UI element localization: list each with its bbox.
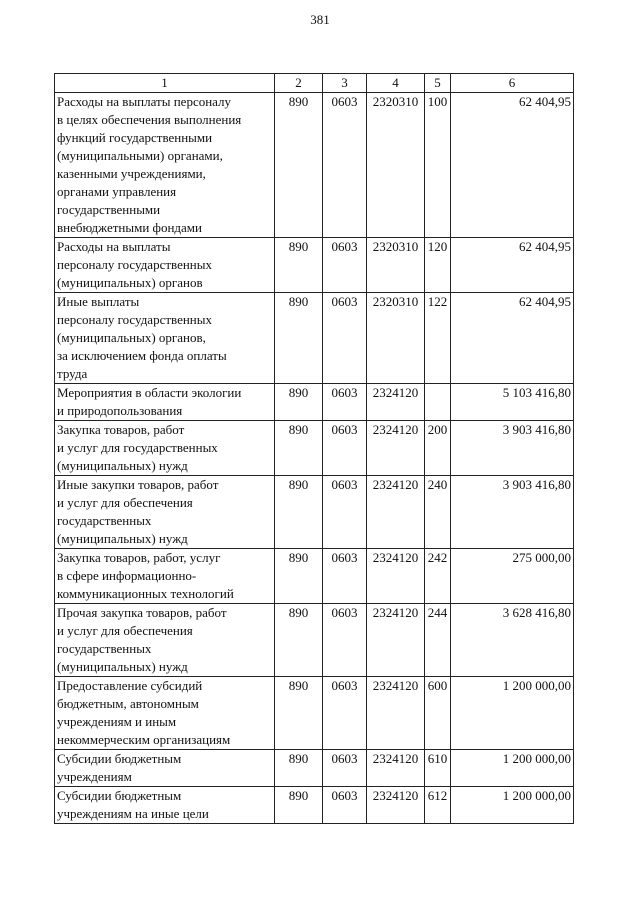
table-row: [55, 604, 574, 677]
row-column-2-cell: 890: [275, 238, 323, 293]
row-amount-cell: 3 903 416,80: [451, 421, 574, 476]
row-column-2-cell: 890: [275, 750, 323, 787]
column-header-3: 3: [323, 74, 367, 93]
row-name-cell: Мероприятия в области экологии и природопользования: [55, 384, 275, 421]
table-row: [55, 384, 574, 421]
row-column-5-cell: [425, 384, 451, 421]
table-row: [55, 93, 574, 238]
row-column-5-cell: 100: [425, 93, 451, 238]
row-column-4-cell: 2320310: [367, 93, 425, 238]
row-column-5-cell: 200: [425, 421, 451, 476]
column-header-5: 5: [425, 74, 451, 93]
row-column-2-cell: 890: [275, 787, 323, 824]
table-row: [55, 238, 574, 293]
row-column-5-cell: 612: [425, 787, 451, 824]
row-column-3-cell: 0603: [323, 787, 367, 824]
row-amount-cell: 1 200 000,00: [451, 677, 574, 750]
row-column-3-cell: 0603: [323, 677, 367, 750]
table-row: [55, 476, 574, 549]
row-column-2-cell: 890: [275, 293, 323, 384]
row-amount-cell: 62 404,95: [451, 238, 574, 293]
budget-table: [54, 73, 574, 824]
column-header-4: 4: [367, 74, 425, 93]
row-column-4-cell: 2324120: [367, 549, 425, 604]
row-name-cell: Иные выплаты персоналу государственных (муниципальных) органов, за исключением фонда оплаты труда: [55, 293, 275, 384]
row-amount-cell: 3 628 416,80: [451, 604, 574, 677]
row-column-2-cell: 890: [275, 549, 323, 604]
row-column-3-cell: 0603: [323, 238, 367, 293]
row-column-3-cell: 0603: [323, 604, 367, 677]
row-column-5-cell: 240: [425, 476, 451, 549]
row-column-5-cell: 122: [425, 293, 451, 384]
row-column-3-cell: 0603: [323, 93, 367, 238]
row-amount-cell: 275 000,00: [451, 549, 574, 604]
row-amount-cell: 62 404,95: [451, 293, 574, 384]
table-row: [55, 549, 574, 604]
row-column-4-cell: 2324120: [367, 384, 425, 421]
row-column-5-cell: 600: [425, 677, 451, 750]
table-row: [55, 677, 574, 750]
row-column-2-cell: 890: [275, 421, 323, 476]
column-header-2: 2: [275, 74, 323, 93]
row-column-4-cell: 2324120: [367, 750, 425, 787]
row-column-5-cell: 242: [425, 549, 451, 604]
row-column-4-cell: 2320310: [367, 238, 425, 293]
row-name-cell: Прочая закупка товаров, работ и услуг для обеспечения государственных (муниципальных) нужд: [55, 604, 275, 677]
row-column-2-cell: 890: [275, 384, 323, 421]
row-name-cell: Предоставление субсидий бюджетным, автономным учреждениям и иным некоммерческим организациям: [55, 677, 275, 750]
row-name-cell: Иные закупки товаров, работ и услуг для обеспечения государственных (муниципальных) нужд: [55, 476, 275, 549]
row-column-3-cell: 0603: [323, 549, 367, 604]
table-header-row: [55, 74, 574, 93]
row-name-cell: Закупка товаров, работ и услуг для государственных (муниципальных) нужд: [55, 421, 275, 476]
row-amount-cell: 62 404,95: [451, 93, 574, 238]
page-number: 381: [310, 12, 330, 27]
row-name-cell: Закупка товаров, работ, услуг в сфере информационно- коммуникационных технологий: [55, 549, 275, 604]
row-column-2-cell: 890: [275, 677, 323, 750]
row-column-4-cell: 2320310: [367, 293, 425, 384]
column-header-1: 1: [55, 74, 275, 93]
row-column-3-cell: 0603: [323, 476, 367, 549]
row-amount-cell: 5 103 416,80: [451, 384, 574, 421]
table-row: [55, 750, 574, 787]
row-column-3-cell: 0603: [323, 384, 367, 421]
row-name-cell: Субсидии бюджетным учреждениям: [55, 750, 275, 787]
table-row: [55, 293, 574, 384]
table-row: [55, 421, 574, 476]
row-column-3-cell: 0603: [323, 421, 367, 476]
row-column-2-cell: 890: [275, 476, 323, 549]
row-amount-cell: 3 903 416,80: [451, 476, 574, 549]
row-column-5-cell: 120: [425, 238, 451, 293]
table-body: [55, 93, 574, 824]
row-column-4-cell: 2324120: [367, 787, 425, 824]
row-column-4-cell: 2324120: [367, 421, 425, 476]
row-amount-cell: 1 200 000,00: [451, 750, 574, 787]
row-name-cell: Расходы на выплаты персоналу в целях обеспечения выполнения функций государственными (муниципальными) органами, казенными учреждениями, органами управления государственными внебюджетными фондами: [55, 93, 275, 238]
row-column-3-cell: 0603: [323, 750, 367, 787]
row-column-3-cell: 0603: [323, 293, 367, 384]
row-amount-cell: 1 200 000,00: [451, 787, 574, 824]
table-row: [55, 787, 574, 824]
row-name-cell: Расходы на выплаты персоналу государственных (муниципальных) органов: [55, 238, 275, 293]
column-header-6: 6: [451, 74, 574, 93]
row-column-4-cell: 2324120: [367, 677, 425, 750]
row-column-5-cell: 244: [425, 604, 451, 677]
row-column-2-cell: 890: [275, 604, 323, 677]
row-column-4-cell: 2324120: [367, 604, 425, 677]
row-column-2-cell: 890: [275, 93, 323, 238]
row-column-4-cell: 2324120: [367, 476, 425, 549]
row-column-5-cell: 610: [425, 750, 451, 787]
row-name-cell: Субсидии бюджетным учреждениям на иные цели: [55, 787, 275, 824]
